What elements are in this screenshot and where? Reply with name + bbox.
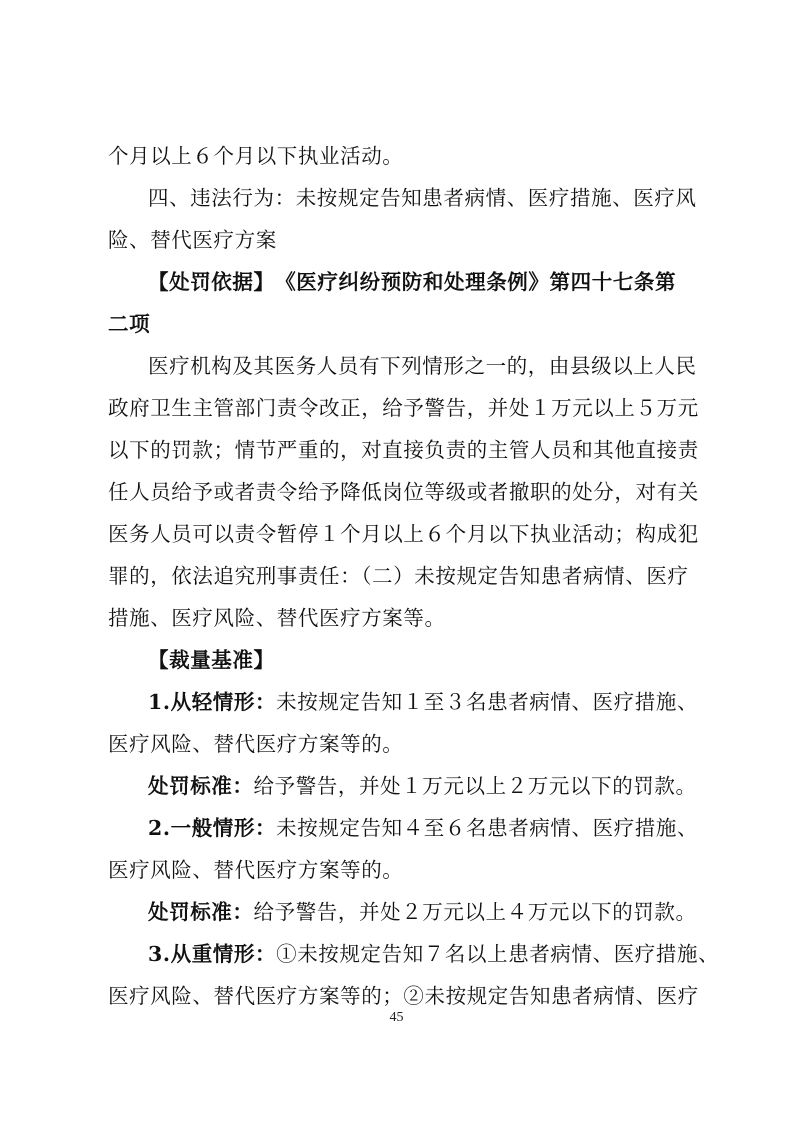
text-line: 个月以上６个月以下执业活动。 — [108, 144, 404, 168]
lenient-case-label: 1.从轻情形： — [148, 690, 277, 714]
general-case-label: 2.一般情形： — [148, 816, 277, 840]
penalty-standard-label: 处罚标准： — [148, 774, 254, 798]
penalty-standard-line — [148, 898, 738, 926]
general-case-text: 未按规定告知４至６名患者病情、医疗措施、 — [276, 816, 699, 840]
severe-case-line — [148, 940, 738, 968]
discretion-standard-heading: 【裁量基准】 — [148, 648, 275, 672]
lenient-case-line: 医疗风险、替代医疗方案等的。 — [108, 732, 404, 756]
page-number: 45 — [389, 1010, 404, 1025]
regulation-text-line: 措施、医疗风险、替代医疗方案等。 — [108, 606, 446, 630]
penalty-basis-heading: 二项 — [108, 312, 151, 336]
general-case-line — [148, 814, 738, 842]
general-case-line: 医疗风险、替代医疗方案等的。 — [108, 858, 404, 882]
penalty-standard-label: 处罚标准： — [148, 900, 254, 924]
penalty-basis-heading: 【处罚依据】 《医疗纠纷预防和处理条例》第四十七条第 — [148, 270, 677, 294]
penalty-standard-text: 给予警告，并处２万元以上４万元以下的罚款。 — [253, 900, 697, 924]
section-heading-line: 四、违法行为：未按规定告知患者病情、医疗措施、医疗风 — [148, 186, 697, 210]
penalty-standard-text: 给予警告，并处１万元以上２万元以下的罚款。 — [253, 774, 697, 798]
penalty-standard-line — [148, 772, 738, 800]
regulation-text-line: 政府卫生主管部门责令改正，给予警告，并处１万元以上５万元 — [108, 396, 699, 420]
regulation-text-line: 以下的罚款；情节严重的，对直接负责的主管人员和其他直接责 — [108, 438, 699, 462]
severe-case-label: 3.从重情形： — [148, 942, 277, 966]
regulation-text-line: 罪的，依法追究刑事责任：（二）未按规定告知患者病情、医疗 — [108, 564, 689, 588]
lenient-case-text: 未按规定告知１至３名患者病情、医疗措施、 — [276, 690, 699, 714]
section-heading-line: 险、替代医疗方案 — [108, 228, 277, 252]
severe-case-text: ①未按规定告知７名以上患者病情、医疗措施、 — [276, 942, 720, 966]
regulation-text-line: 医疗机构及其医务人员有下列情形之一的，由县级以上人民 — [148, 354, 697, 378]
regulation-text-line: 医务人员可以责令暂停１个月以上６个月以下执业活动；构成犯 — [108, 522, 699, 546]
lenient-case-line — [148, 688, 738, 716]
regulation-text-line: 任人员给予或者责令给予降低岗位等级或者撤职的处分，对有关 — [108, 480, 699, 504]
severe-case-line: 医疗风险、替代医疗方案等的；②未按规定告知患者病情、医疗 — [108, 984, 699, 1008]
